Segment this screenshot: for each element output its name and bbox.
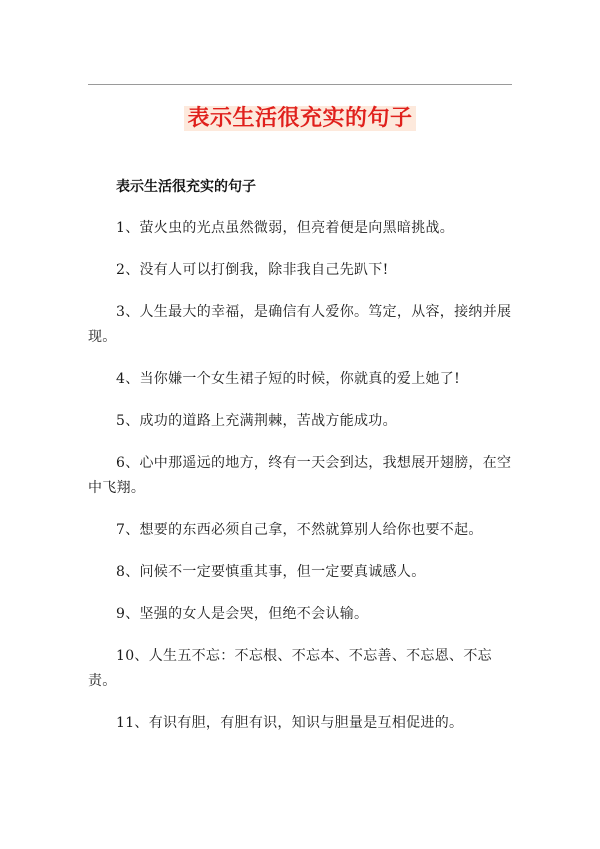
header-rule — [88, 84, 512, 85]
sentence-paragraph: 8、问候不一定要慎重其事，但一定要真诚感人。 — [116, 564, 426, 580]
sentence-paragraph: 9、坚强的女人是会哭，但绝不会认输。 — [116, 606, 369, 622]
sentence-paragraph: 5、成功的道路上充满荆棘，苦战方能成功。 — [116, 413, 397, 429]
sentence-paragraph: 7、想要的东西必须自己拿，不然就算别人给你也要不起。 — [116, 522, 483, 538]
sentence-paragraph: 3、人生最大的幸福，是确信有人爱你。笃定，从容，接纳并展现。 — [88, 304, 512, 345]
sentence-paragraph: 11、有识有胆，有胆有识，知识与胆量是互相促进的。 — [116, 715, 464, 731]
sentence-paragraph: 1、萤火虫的光点虽然微弱，但亮着便是向黑暗挑战。 — [116, 220, 455, 236]
document-title-text: 表示生活很充实的句子 — [184, 106, 415, 131]
sentence-paragraph: 6、心中那遥远的地方，终有一天会到达，我想展开翅膀，在空中飞翔。 — [88, 455, 512, 496]
sentence-paragraph: 4、当你嫌一个女生裙子短的时候，你就真的爱上她了! — [116, 371, 461, 387]
sentence-paragraph: 10、人生五不忘：不忘根、不忘本、不忘善、不忘恩、不忘责。 — [88, 648, 492, 689]
section-heading: 表示生活很充实的句子 — [116, 179, 256, 195]
document-title — [0, 104, 600, 134]
sentence-paragraph: 2、没有人可以打倒我，除非我自己先趴下! — [116, 262, 389, 278]
document-body — [88, 175, 513, 753]
